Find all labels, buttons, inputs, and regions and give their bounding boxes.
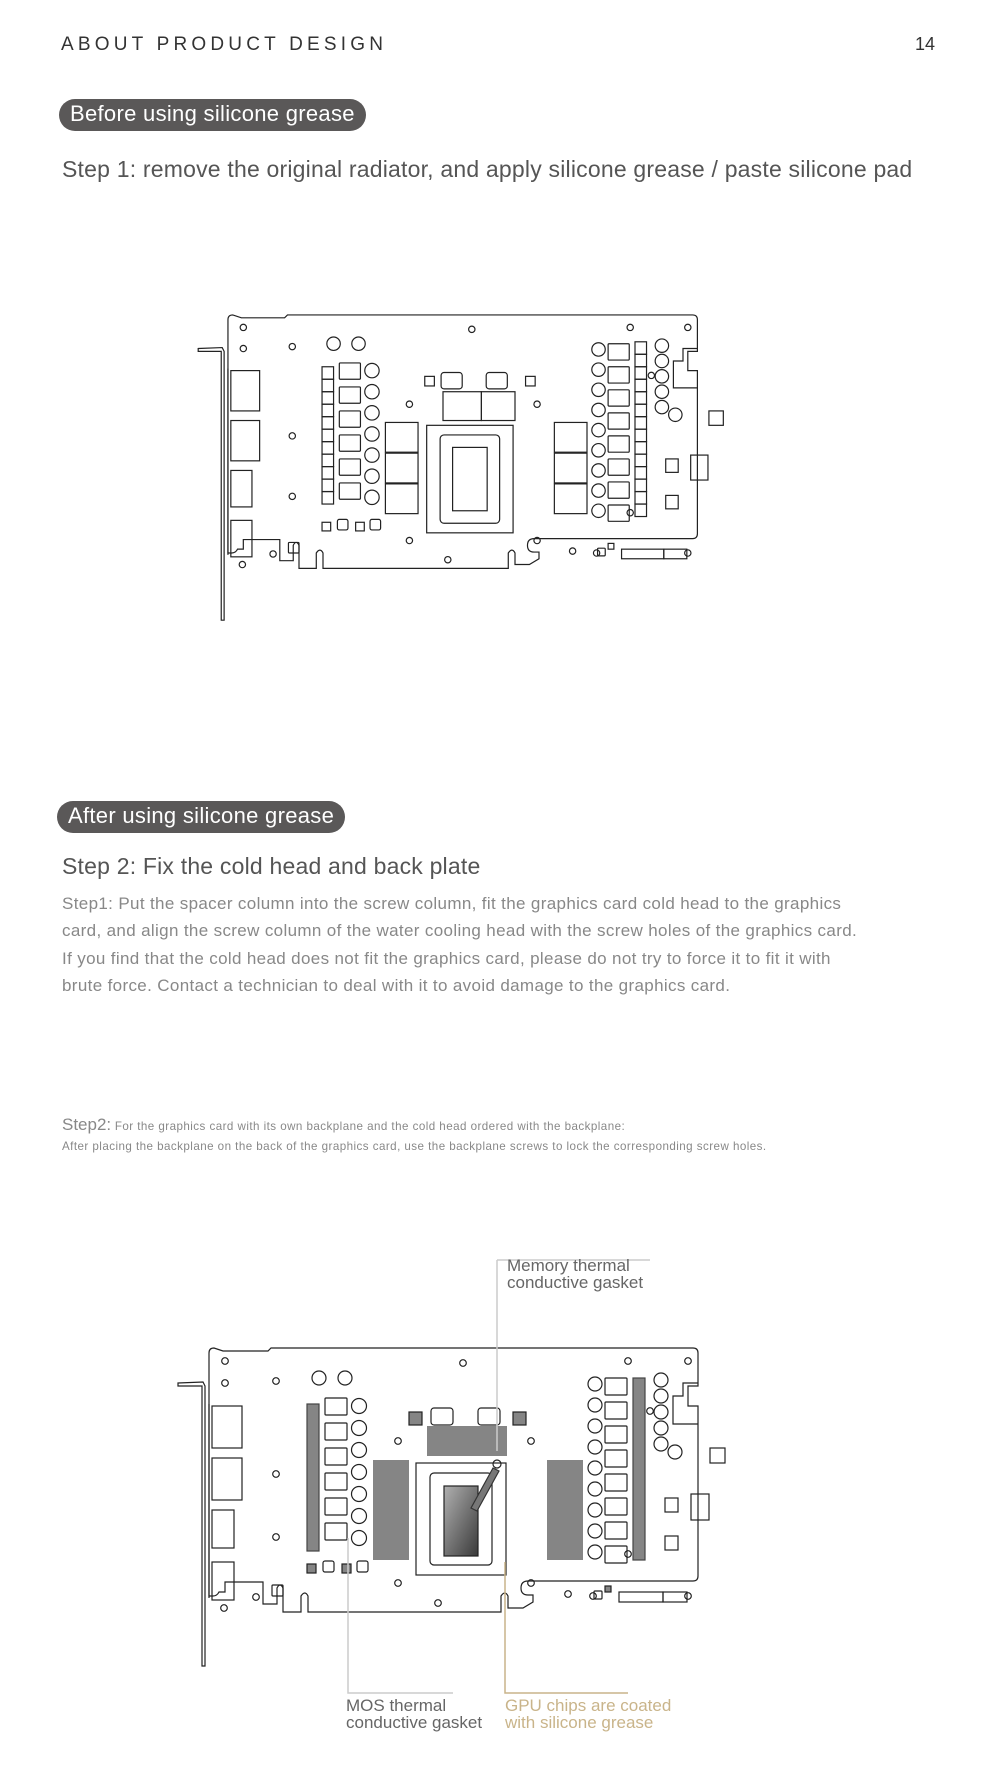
screw-hole xyxy=(590,1593,597,1600)
screw-hole xyxy=(273,1378,280,1385)
inductor xyxy=(325,1398,347,1415)
small-component xyxy=(342,1564,351,1573)
screw-hole xyxy=(685,1358,692,1365)
capacitor xyxy=(588,1482,602,1496)
callout-mos-line2: conductive gasket xyxy=(346,1713,483,1732)
capacitor xyxy=(352,1465,367,1480)
board-outline-group xyxy=(178,1348,725,1666)
inductor xyxy=(325,1523,347,1540)
screw-hole xyxy=(395,1438,402,1445)
screw-hole xyxy=(528,1438,535,1445)
capacitor xyxy=(352,1443,367,1458)
capacitor xyxy=(588,1461,602,1475)
capacitor xyxy=(668,1445,682,1459)
screw-hole xyxy=(395,1580,402,1587)
callout-memory-gasket xyxy=(507,1257,643,1291)
step1-title: Step 1: remove the original radiator, and apply silicone grease / paste silicone pad xyxy=(62,156,913,182)
small-component xyxy=(357,1561,368,1572)
inductor xyxy=(325,1473,347,1490)
inductor xyxy=(605,1474,627,1491)
capacitor xyxy=(352,1509,367,1524)
screw-hole xyxy=(221,1605,228,1612)
page-number: 14 xyxy=(915,34,936,54)
inductor xyxy=(605,1426,627,1443)
capacitor xyxy=(654,1405,668,1419)
screw-hole xyxy=(565,1591,572,1598)
screw-hole xyxy=(273,1534,280,1541)
small-component xyxy=(431,1408,453,1425)
capacitor xyxy=(654,1389,668,1403)
instruction-line: card, and align the screw column of the water cooling head with the screw holes of the graphics card. xyxy=(62,921,858,941)
backplane-note-lead: Step2: xyxy=(62,1115,112,1134)
capacitor xyxy=(588,1398,602,1412)
capacitor xyxy=(588,1524,602,1538)
before-badge: Before using silicone grease xyxy=(59,99,366,131)
io-port xyxy=(212,1406,242,1448)
capacitor xyxy=(352,1399,367,1414)
io-port xyxy=(212,1458,242,1500)
inductor xyxy=(605,1546,627,1563)
inductor xyxy=(325,1498,347,1515)
syringe-plunger-icon xyxy=(493,1460,501,1468)
capacitor xyxy=(338,1371,352,1385)
capacitor xyxy=(654,1421,668,1435)
small-component xyxy=(710,1448,725,1463)
screw-hole xyxy=(222,1358,229,1365)
connector xyxy=(691,1494,709,1520)
capacitor xyxy=(352,1531,367,1546)
small-component xyxy=(307,1564,316,1573)
callout-gpu-line2: with silicone grease xyxy=(505,1713,654,1732)
capacitor xyxy=(654,1373,668,1387)
screw-hole xyxy=(625,1551,632,1558)
pin-header xyxy=(663,1592,687,1602)
memory-thermal-pad-top xyxy=(427,1426,507,1456)
screw-hole xyxy=(435,1600,442,1607)
capacitor xyxy=(588,1419,602,1433)
io-port xyxy=(212,1510,234,1548)
instruction-line: brute force. Contact a technician to deal with it to avoid damage to the graphics card. xyxy=(62,975,731,995)
callout-mos-line1: MOS thermal xyxy=(346,1696,447,1715)
inductor xyxy=(325,1448,347,1465)
inductor xyxy=(605,1378,627,1395)
screw-hole xyxy=(273,1471,280,1478)
io-bracket xyxy=(178,1382,205,1666)
capacitor xyxy=(588,1545,602,1559)
inductor xyxy=(605,1450,627,1467)
callout-memory-line2: conductive gasket xyxy=(507,1273,644,1292)
capacitor xyxy=(654,1437,668,1451)
backplane-note-line2: After placing the backplane on the back of the graphics card, use the backplane screws to lock the corresponding screw holes. xyxy=(62,1140,767,1153)
callout-memory-line1: Memory thermal xyxy=(507,1256,630,1275)
header-title: ABOUT PRODUCT DESIGN xyxy=(61,34,388,55)
small-component xyxy=(665,1498,678,1512)
capacitor xyxy=(312,1371,326,1385)
capacitor xyxy=(588,1440,602,1454)
pcb-outline xyxy=(209,1348,698,1612)
capacitor xyxy=(588,1503,602,1517)
pin-header xyxy=(619,1592,663,1602)
screw-hole xyxy=(685,1593,692,1600)
inductor xyxy=(605,1498,627,1515)
small-component xyxy=(513,1412,526,1425)
screw-hole xyxy=(253,1594,260,1601)
screw-hole xyxy=(460,1360,467,1367)
step2-title: Step 2: Fix the cold head and back plate xyxy=(62,853,481,879)
callout-mos-gasket xyxy=(346,1697,482,1731)
gpu-die-greased xyxy=(444,1486,478,1556)
memory-thermal-pad-right xyxy=(547,1460,583,1560)
screw-hole xyxy=(625,1358,632,1365)
screw-hole xyxy=(222,1380,229,1387)
callout-gpu-line1: GPU chips are coated xyxy=(505,1696,672,1715)
small-component xyxy=(605,1586,611,1592)
backplane-note-text: For the graphics card with its own backplane and the cold head ordered with the backplane: xyxy=(111,1120,626,1133)
capacitor xyxy=(352,1421,367,1436)
inductor xyxy=(325,1423,347,1440)
after-badge: After using silicone grease xyxy=(57,801,345,833)
mos-thermal-pad xyxy=(307,1404,319,1551)
connector xyxy=(673,1383,698,1424)
inductor xyxy=(605,1402,627,1419)
capacitor xyxy=(588,1377,602,1391)
small-component xyxy=(665,1536,678,1550)
capacitor xyxy=(352,1487,367,1502)
mos-thermal-pad xyxy=(633,1378,645,1560)
instruction-line: Step1: Put the spacer column into the screw column, fit the graphics card cold head to the graphics xyxy=(62,894,842,913)
instruction-line: If you find that the cold head does not fit the graphics card, please do not try to force it to fit it with xyxy=(62,948,831,968)
small-component xyxy=(323,1561,334,1572)
io-port xyxy=(212,1562,234,1600)
small-component xyxy=(409,1412,422,1425)
inductor xyxy=(605,1522,627,1539)
memory-thermal-pad-left xyxy=(373,1460,409,1560)
callout-gpu-grease xyxy=(505,1697,671,1731)
screw-hole xyxy=(647,1408,654,1415)
